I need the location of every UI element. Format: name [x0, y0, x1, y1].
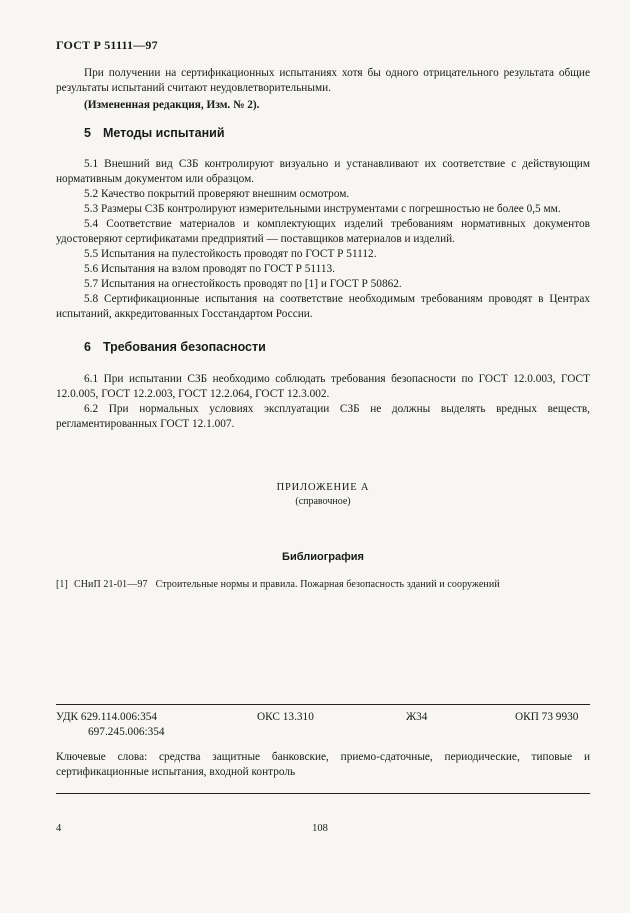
clause-6-1: 6.1 При испытании СЗБ необходимо соблюдать требования безопасности по ГОСТ 12.0.003, ГОСТ 12.0.005, ГОСТ 12.2.003, ГОСТ 12.2.064, ГОСТ 12.3.002.	[56, 373, 590, 400]
section-5-body	[56, 157, 590, 322]
okp-code: ОКП 73 9930	[515, 711, 579, 723]
section-6-body	[56, 372, 590, 432]
section-6-number: 6	[84, 340, 91, 354]
clause-5-4: 5.4 Соответствие материалов и комплектующих изделий требованиям нормативных документов удостоверяют сертификатами предприятий — поставщиков материалов и изделий.	[56, 218, 590, 245]
group-code: Ж34	[406, 711, 428, 723]
bibliography-item	[56, 579, 500, 590]
intro-paragraph: При получении на сертификационных испытаниях хотя бы одного отрицательного результата общие результаты испытаний считают неудовлетворительными.	[56, 67, 590, 94]
page-number-center: 108	[312, 823, 328, 834]
bibliography-ref: [1]	[56, 579, 68, 590]
keywords: Ключевые слова: средства защитные банковские, приемо-сдаточные, периодические, типовые и сертификационные испытания, входной контроль	[56, 751, 590, 778]
section-5-number: 5	[84, 126, 91, 140]
clause-5-7: 5.7 Испытания на огнестойкость проводят по [1] и ГОСТ Р 50862.	[84, 278, 402, 290]
section-5-title: Методы испытаний	[102, 126, 225, 140]
section-6-heading	[84, 340, 266, 354]
udk-line-2: 697.245.006:354	[88, 726, 165, 738]
clause-5-8: 5.8 Сертификационные испытания на соответствие необходимым требованиям проводят в Центрах испытаний, аккредитованных Госстандартом России.	[56, 293, 590, 320]
top-divider	[56, 704, 590, 705]
clause-5-5: 5.5 Испытания на пулестойкость проводят по ГОСТ Р 51112.	[84, 248, 377, 260]
page-number-left: 4	[56, 823, 62, 834]
clause-5-2: 5.2 Качество покрытий проверяют внешним осмотром.	[84, 188, 350, 200]
keywords-block	[56, 750, 590, 780]
oks-code: ОКС 13.310	[257, 711, 314, 723]
bibliography-code: СНиП 21-01—97	[73, 579, 148, 590]
udk-line-1: УДК 629.114.006:354	[56, 711, 158, 723]
intro-block	[56, 66, 590, 113]
bibliography-title: Библиография	[282, 551, 364, 563]
edition-note: (Измененная редакция, Изм. № 2).	[84, 99, 260, 111]
clause-5-1: 5.1 Внешний вид СЗБ контролируют визуально и устанавливают их соответствие с действующим нормативным документом или образцом.	[56, 158, 590, 185]
annex-title: ПРИЛОЖЕНИЕ А	[276, 482, 370, 493]
document-header: ГОСТ Р 51111—97	[56, 38, 158, 52]
bibliography-text: Строительные нормы и правила. Пожарная безопасность зданий и сооружений	[155, 579, 500, 590]
clause-5-3: 5.3 Размеры СЗБ контролируют измерительными инструментами с погрешностью не более 0,5 мм.	[84, 203, 561, 215]
clause-6-2: 6.2 При нормальных условиях эксплуатации СЗБ не должны выделять вредных веществ, регламентированных ГОСТ 12.1.007.	[56, 403, 590, 430]
section-5-heading	[84, 126, 225, 140]
section-6-title: Требования безопасности	[102, 340, 266, 354]
clause-5-6: 5.6 Испытания на взлом проводят по ГОСТ Р 51113.	[84, 263, 335, 275]
annex-subtitle: (справочное)	[295, 496, 351, 507]
bottom-divider	[56, 793, 590, 794]
udk-code	[56, 710, 165, 740]
